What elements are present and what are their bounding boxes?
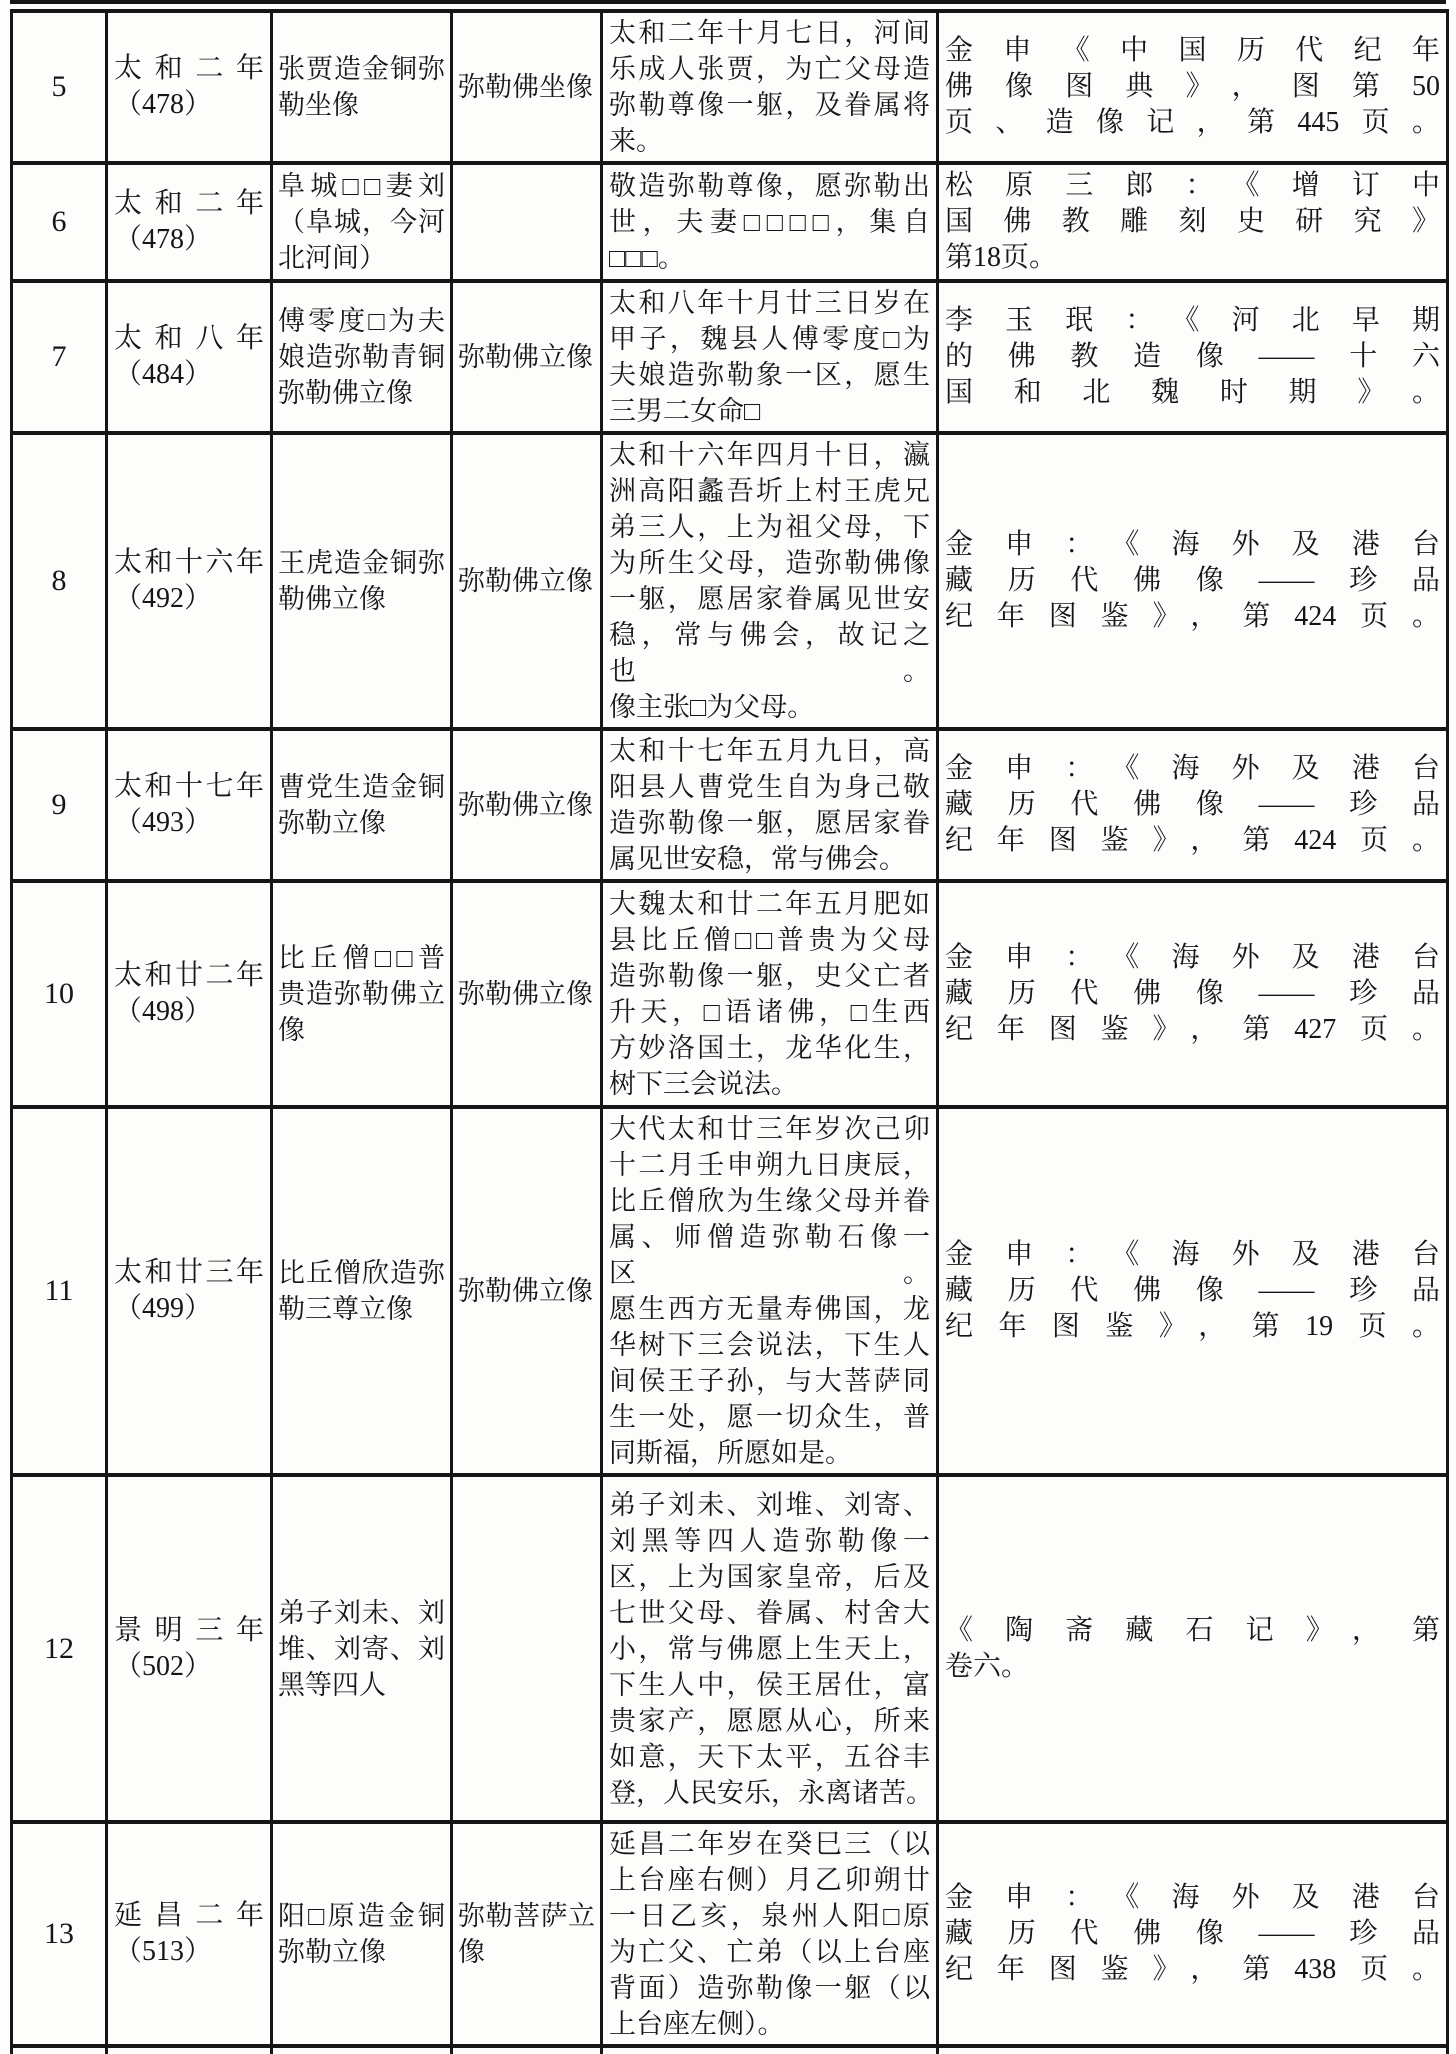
cell-statue-name <box>272 11 452 163</box>
cell-era-year <box>107 1822 272 2046</box>
text-line: 国和北魏时期》。 <box>945 377 1440 408</box>
cell-number: 6 <box>12 163 107 281</box>
cell-inscription <box>602 1475 938 1822</box>
text-line: 纪年图鉴》，第424页。 <box>945 825 1440 856</box>
sliver-cell <box>938 2046 1448 2054</box>
text-line: 李玉珉：《河北早期 <box>945 305 1440 336</box>
cell-statue-type <box>452 11 602 163</box>
text-line: （阜城，今河 <box>278 207 445 237</box>
text-line: （493） <box>114 807 213 838</box>
text-line: 藏历代佛像——珍品 <box>945 789 1440 820</box>
text-line: 间侯王子孙，与大菩萨同 <box>609 1366 930 1396</box>
text-line: 乐成人张贾，为亡父母造 <box>609 54 930 84</box>
text-line: 堆、刘寄、刘 <box>278 1633 445 1664</box>
text-line: 弥勒佛立像 <box>458 979 593 1009</box>
table-row <box>12 1107 1448 1475</box>
text-line: 大代太和廿三年岁次己卯 <box>609 1114 930 1144</box>
cell-statue-name <box>272 281 452 433</box>
text-line: 弥勒佛坐像 <box>458 72 593 102</box>
text-line: 勒佛立像 <box>278 584 386 614</box>
cell-statue-type <box>452 1475 602 1822</box>
text-line: 纪年图鉴》，第19页。 <box>945 1311 1440 1342</box>
cell-era-year <box>107 881 272 1107</box>
text-line: □□□。 <box>609 243 685 273</box>
cell-source-citation <box>938 163 1448 281</box>
cell-source-citation <box>938 1822 1448 2046</box>
cell-statue-type <box>452 163 602 281</box>
text-line: 像主张□为父母。 <box>609 692 815 722</box>
text-line: 小，常与佛愿上生天上， <box>609 1633 930 1664</box>
text-line: 藏历代佛像——珍品 <box>945 978 1440 1009</box>
cell-number: 5 <box>12 11 107 163</box>
cell-inscription <box>602 1107 938 1475</box>
cell-era-year <box>107 163 272 281</box>
text-line: 刘黑等四人造弥勒像一 <box>609 1525 930 1556</box>
cell-number: 8 <box>12 433 107 729</box>
text-line: 卷六。 <box>945 1650 1030 1682</box>
cell-source-citation <box>938 881 1448 1107</box>
text-line: 弥勒立像 <box>278 808 386 838</box>
text-line: 上台座左侧）。 <box>609 2009 785 2039</box>
cell-inscription <box>602 433 938 729</box>
table-row <box>12 1822 1448 2046</box>
text-line: 来。 <box>609 126 663 156</box>
text-line: 区，上为国家皇帝，后及 <box>609 1561 930 1592</box>
cell-inscription <box>602 11 938 163</box>
cell-statue-type <box>452 881 602 1107</box>
text-line: 太和二年 <box>114 53 264 84</box>
text-line: 弥勒佛立像 <box>278 378 413 408</box>
text-line: 造弥勒像一躯，史父亡者 <box>609 961 930 991</box>
sliver-cell <box>272 2046 452 2054</box>
table-row <box>12 433 1448 729</box>
text-line: 县比丘僧□□普贵为父母 <box>609 925 930 955</box>
table-row <box>12 163 1448 281</box>
text-line: 方妙洛国土，龙华化生， <box>609 1033 930 1063</box>
cell-statue-name <box>272 163 452 281</box>
text-line: 纪年图鉴》，第438页。 <box>945 1954 1440 1985</box>
text-line: 纪年图鉴》，第427页。 <box>945 1014 1440 1045</box>
cell-source-citation <box>938 281 1448 433</box>
sliver-cell <box>107 2046 272 2054</box>
text-line: 同斯福，所愿如是。 <box>609 1438 852 1468</box>
text-line: 属、师僧造弥勒石像一区。 <box>609 1222 930 1288</box>
text-line: 松原三郎：《增订中 <box>945 170 1440 201</box>
text-line: 稳，常与佛会，故记之也。 <box>609 620 930 686</box>
text-line: 太和十七年 <box>114 771 264 802</box>
text-line: 三男二女命□ <box>609 396 761 426</box>
text-line: 佛像图典》，图第50 <box>945 71 1440 102</box>
text-line: 延昌二年岁在癸巳三（以 <box>609 1829 930 1859</box>
cell-number: 10 <box>12 881 107 1107</box>
text-line: 阳□原造金铜 <box>278 1901 445 1931</box>
text-line: 金申《中国历代纪年 <box>945 35 1440 66</box>
cell-statue-type <box>452 433 602 729</box>
cell-source-citation <box>938 11 1448 163</box>
table-row <box>12 881 1448 1107</box>
text-line: 张贾造金铜弥 <box>278 54 445 84</box>
text-line: 十二月壬申朔九日庚辰， <box>609 1150 930 1180</box>
cell-number: 11 <box>12 1107 107 1475</box>
text-line: 造弥勒像一躯，愿居家眷 <box>609 808 930 838</box>
text-line: 华树下三会说法，下生人 <box>609 1330 930 1360</box>
text-line: 延昌二年 <box>114 1900 264 1931</box>
text-line: 一躯，愿居家眷属见世安 <box>609 584 930 614</box>
text-line: 像 <box>458 1937 485 1967</box>
text-line: 弥勒佛立像 <box>458 566 593 596</box>
table-row <box>12 281 1448 433</box>
cell-era-year <box>107 11 272 163</box>
text-line: （478） <box>114 224 213 255</box>
cell-inscription <box>602 729 938 881</box>
cell-number: 13 <box>12 1822 107 2046</box>
text-line: 太和八年 <box>114 323 264 354</box>
text-line: 勒三尊立像 <box>278 1294 413 1324</box>
text-line: 生一处，愿一切众生，普 <box>609 1402 930 1432</box>
text-line: 傅零度□为夫 <box>278 306 445 336</box>
text-line: 敬造弥勒尊像，愿弥勒出 <box>609 171 930 201</box>
text-line: 曹党生造金铜 <box>278 772 445 802</box>
previous-row-edge-line <box>10 0 1446 4</box>
text-line: 比丘僧欣为生缘父母并眷 <box>609 1186 930 1216</box>
text-line: 金申：《海外及港台 <box>945 942 1440 973</box>
table-row <box>12 11 1448 163</box>
text-line: 阳县人曹党生自为身己敬 <box>609 772 930 802</box>
text-line: 夫娘造弥勒象一区，愿生 <box>609 360 930 390</box>
text-line: 金申：《海外及港台 <box>945 1239 1440 1270</box>
text-line: 为所生父母，造弥勒佛像 <box>609 548 930 578</box>
text-line: 金申：《海外及港台 <box>945 1882 1440 1913</box>
text-line: 娘造弥勒青铜 <box>278 342 445 372</box>
cell-era-year <box>107 1107 272 1475</box>
cell-source-citation <box>938 433 1448 729</box>
text-line: 像 <box>278 1015 305 1045</box>
text-line: （492） <box>114 583 213 614</box>
cell-inscription <box>602 1822 938 2046</box>
text-line: 弥勒立像 <box>278 1937 386 1967</box>
text-line: （513） <box>114 1936 213 1967</box>
text-line: 弥勒佛立像 <box>458 342 593 372</box>
statue-catalog-table <box>10 9 1449 2054</box>
text-line: 背面）造弥勒像一躯（以 <box>609 1973 930 2003</box>
cell-era-year <box>107 433 272 729</box>
text-line: 树下三会说法。 <box>609 1069 798 1099</box>
text-line: 如意，天下太平，五谷丰 <box>609 1741 930 1772</box>
text-line: 弟子刘未、刘堆、刘寄、 <box>609 1489 930 1520</box>
cell-statue-name <box>272 729 452 881</box>
text-line: 弥勒尊像一躯，及眷属将 <box>609 90 930 120</box>
text-line: 勒坐像 <box>278 90 359 120</box>
text-line: 太和十七年五月九日，高 <box>609 736 930 766</box>
cell-source-citation <box>938 729 1448 881</box>
table-body <box>12 11 1448 2054</box>
text-line: 太和十六年 <box>114 547 264 578</box>
table-row <box>12 1475 1448 1822</box>
text-line: 甲子，魏县人傅零度□为 <box>609 324 930 354</box>
cell-statue-type <box>452 1107 602 1475</box>
sliver-cell <box>12 2046 107 2054</box>
text-line: 王虎造金铜弥 <box>278 548 445 578</box>
text-line: 太和十六年四月十日，瀛 <box>609 440 930 470</box>
text-line: 弟子刘未、刘 <box>278 1597 445 1628</box>
cell-statue-name <box>272 1822 452 2046</box>
cell-inscription <box>602 281 938 433</box>
text-line: （499） <box>114 1293 213 1324</box>
text-line: 属见世安稳，常与佛会。 <box>609 844 906 874</box>
text-line: 藏历代佛像——珍品 <box>945 1918 1440 1949</box>
text-line: 第18页。 <box>945 242 1058 273</box>
text-line: 登，人民安乐，永离诸苦。 <box>609 1777 933 1808</box>
text-line: 太和廿三年 <box>114 1257 264 1288</box>
text-line: （484） <box>114 359 213 390</box>
text-line: 藏历代佛像——珍品 <box>945 1275 1440 1306</box>
text-line: （498） <box>114 996 213 1027</box>
text-line: 太和二年十月七日，河间 <box>609 18 930 48</box>
text-line: 贵家产，愿愿从心，所来 <box>609 1705 930 1736</box>
text-line: 国佛教雕刻史研究》 <box>945 206 1440 237</box>
text-line: （478） <box>114 89 213 120</box>
cell-statue-type <box>452 1822 602 2046</box>
text-line: 一日乙亥，泉州人阳□原 <box>609 1901 930 1931</box>
text-line: 七世父母、眷属、村舍大 <box>609 1597 930 1628</box>
sliver-cell <box>602 2046 938 2054</box>
cell-inscription <box>602 881 938 1107</box>
text-line: 弥勒菩萨立 <box>458 1901 595 1931</box>
text-line: 金申：《海外及港台 <box>945 753 1440 784</box>
cell-statue-type <box>452 729 602 881</box>
cell-era-year <box>107 281 272 433</box>
text-line: 愿生西方无量寿佛国，龙 <box>609 1294 930 1324</box>
cell-statue-name <box>272 1107 452 1475</box>
cell-statue-name <box>272 881 452 1107</box>
text-line: 贵造弥勒佛立 <box>278 979 445 1009</box>
text-line: 为亡父、亡弟（以上台座 <box>609 1937 930 1967</box>
sliver-cell <box>452 2046 602 2054</box>
text-line: 金申：《海外及港台 <box>945 529 1440 560</box>
cell-number: 12 <box>12 1475 107 1822</box>
cell-statue-type <box>452 281 602 433</box>
text-line: 大魏太和廿二年五月肥如 <box>609 889 930 919</box>
text-line: 比丘僧□□普 <box>278 943 445 973</box>
text-line: 北河间） <box>278 243 386 273</box>
text-line: 阜城□□妻刘 <box>278 171 445 201</box>
text-line: 藏历代佛像——珍品 <box>945 565 1440 596</box>
text-line: 弥勒佛立像 <box>458 790 593 820</box>
cell-era-year <box>107 729 272 881</box>
cell-statue-name <box>272 1475 452 1822</box>
text-line: 上台座右侧）月乙卯朔廿 <box>609 1865 930 1895</box>
cell-source-citation <box>938 1107 1448 1475</box>
text-line: 纪年图鉴》，第424页。 <box>945 601 1440 632</box>
cell-source-citation <box>938 1475 1448 1822</box>
cell-statue-name <box>272 433 452 729</box>
text-line: 弟三人，上为祖父母，下 <box>609 512 930 542</box>
text-line: （502） <box>114 1650 213 1682</box>
text-line: 下生人中，侯王居仕，富 <box>609 1669 930 1700</box>
text-line: 洲高阳蠡吾圻上村王虎兄 <box>609 476 930 506</box>
text-line: 比丘僧欣造弥 <box>278 1258 445 1288</box>
cell-number: 9 <box>12 729 107 881</box>
next-row-sliver <box>12 2046 1448 2054</box>
text-line: 黑等四人 <box>278 1669 386 1700</box>
table-row <box>12 729 1448 881</box>
text-line: 弥勒佛立像 <box>458 1276 593 1306</box>
text-line: 景明三年 <box>114 1614 264 1646</box>
cell-inscription <box>602 163 938 281</box>
text-line: 太和廿二年 <box>114 960 264 991</box>
text-line: 太和二年 <box>114 188 264 219</box>
text-line: 《陶斋藏石记》，第 <box>945 1614 1440 1646</box>
cell-number: 7 <box>12 281 107 433</box>
text-line: 的佛教造像——十六 <box>945 341 1440 372</box>
text-line: 世，夫妻□□□□，集自 <box>609 207 930 237</box>
text-line: 升天，□语诸佛，□生西 <box>609 997 930 1027</box>
cell-era-year <box>107 1475 272 1822</box>
text-line: 太和八年十月廿三日岁在 <box>609 288 930 318</box>
text-line: 页、造像记，第445页。 <box>945 107 1440 138</box>
